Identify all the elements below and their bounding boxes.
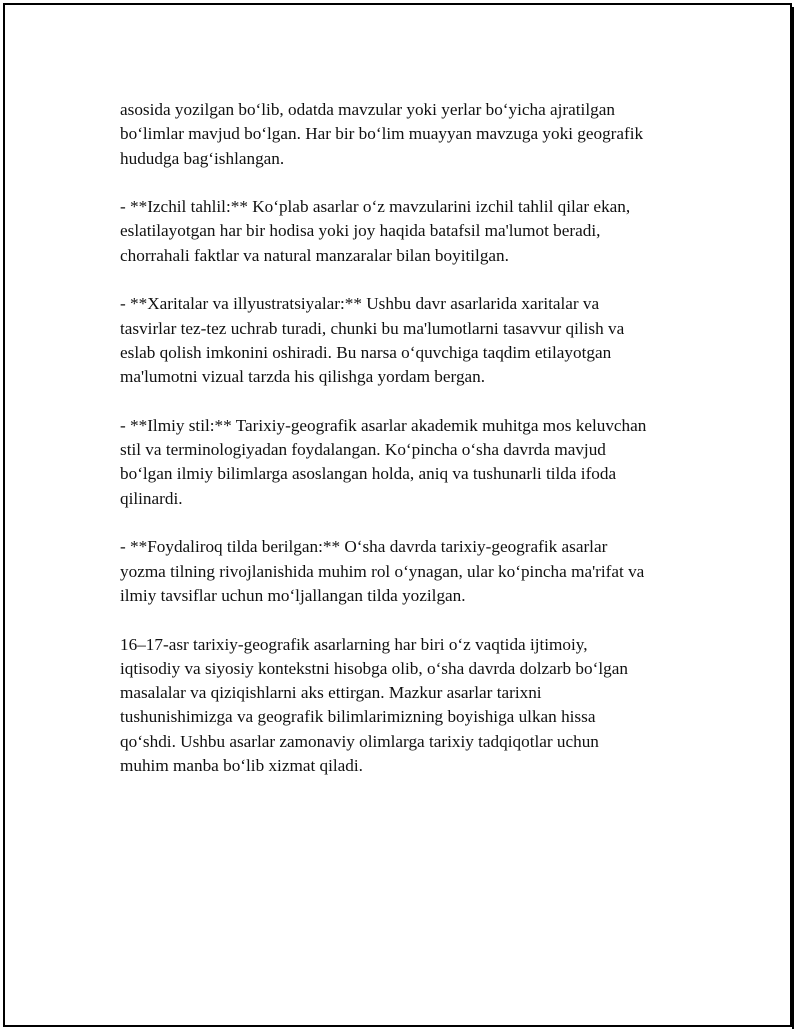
document-body [120, 98, 690, 803]
text-line: hududga bag‘ishlangan. [120, 148, 285, 168]
paragraph-intro-continuation [120, 98, 690, 171]
text-line: - **Foydaliroq tilda berilgan:** O‘sha davrda tarixiy-geografik asarlar [120, 537, 608, 557]
text-line: masalalar va qiziqishlarni aks ettirgan. Mazkur asarlar tarixni [120, 683, 542, 703]
paragraph-xaritalar [120, 292, 690, 389]
text-line: ilmiy tavsiflar uchun mo‘ljallangan tilda yozilgan. [120, 585, 466, 605]
text-line: ma'lumotni vizual tarzda his qilishga yordam bergan. [120, 367, 486, 387]
text-line: eslatilayotgan har bir hodisa yoki joy haqida batafsil ma'lumot beradi, [120, 221, 601, 241]
paragraph-foydaliroq-til [120, 535, 690, 608]
paragraph-conclusion [120, 633, 690, 779]
text-line: stil va terminologiyadan foydalangan. Ko‘pincha o‘sha davrda mavjud [120, 440, 606, 460]
text-line: qo‘shdi. Ushbu asarlar zamonaviy olimlarga tarixiy tadqiqotlar uchun [120, 731, 599, 751]
text-line: tushunishimizga va geografik bilimlarimizning boyishiga ulkan hissa [120, 707, 596, 727]
text-line: - **Izchil tahlil:** Ko‘plab asarlar o‘z mavzularini izchil tahlil qilar ekan, [120, 197, 631, 217]
paragraph-izchil-tahlil [120, 195, 690, 268]
text-line: chorrahali faktlar va natural manzaralar bilan boyitilgan. [120, 245, 509, 265]
paragraph-ilmiy-stil [120, 414, 690, 511]
text-line: eslab qolish imkonini oshiradi. Bu narsa o‘quvchiga taqdim etilayotgan [120, 342, 612, 362]
page-border [3, 3, 792, 1027]
text-line: tasvirlar tez-tez uchrab turadi, chunki bu ma'lumotlarni tasavvur qilish va [120, 318, 625, 338]
text-line: - **Xaritalar va illyustratsiyalar:** Ushbu davr asarlarida xaritalar va [120, 294, 600, 314]
text-line: - **Ilmiy stil:** Tarixiy-geografik asarlar akademik muhitga mos keluvchan [120, 415, 647, 435]
text-line: muhim manba bo‘lib xizmat qiladi. [120, 756, 363, 776]
text-line: asosida yozilgan bo‘lib, odatda mavzular yoki yerlar bo‘yicha ajratilgan [120, 100, 615, 119]
text-line: bo‘lgan ilmiy bilimlarga asoslangan holda, aniq va tushunarli tilda ifoda [120, 464, 617, 484]
text-line: yozma tilning rivojlanishida muhim rol o‘ynagan, ular ko‘pincha ma'rifat va [120, 561, 645, 581]
text-line: bo‘limlar mavjud bo‘lgan. Har bir bo‘lim muayyan mavzuga yoki geografik [120, 124, 644, 144]
text-line: iqtisodiy va siyosiy kontekstni hisobga olib, o‘sha davrda dolzarb bo‘lgan [120, 658, 628, 678]
text-line: qilinardi. [120, 488, 183, 508]
text-line: 16–17-asr tarixiy-geografik asarlarning har biri o‘z vaqtida ijtimoiy, [120, 634, 588, 654]
